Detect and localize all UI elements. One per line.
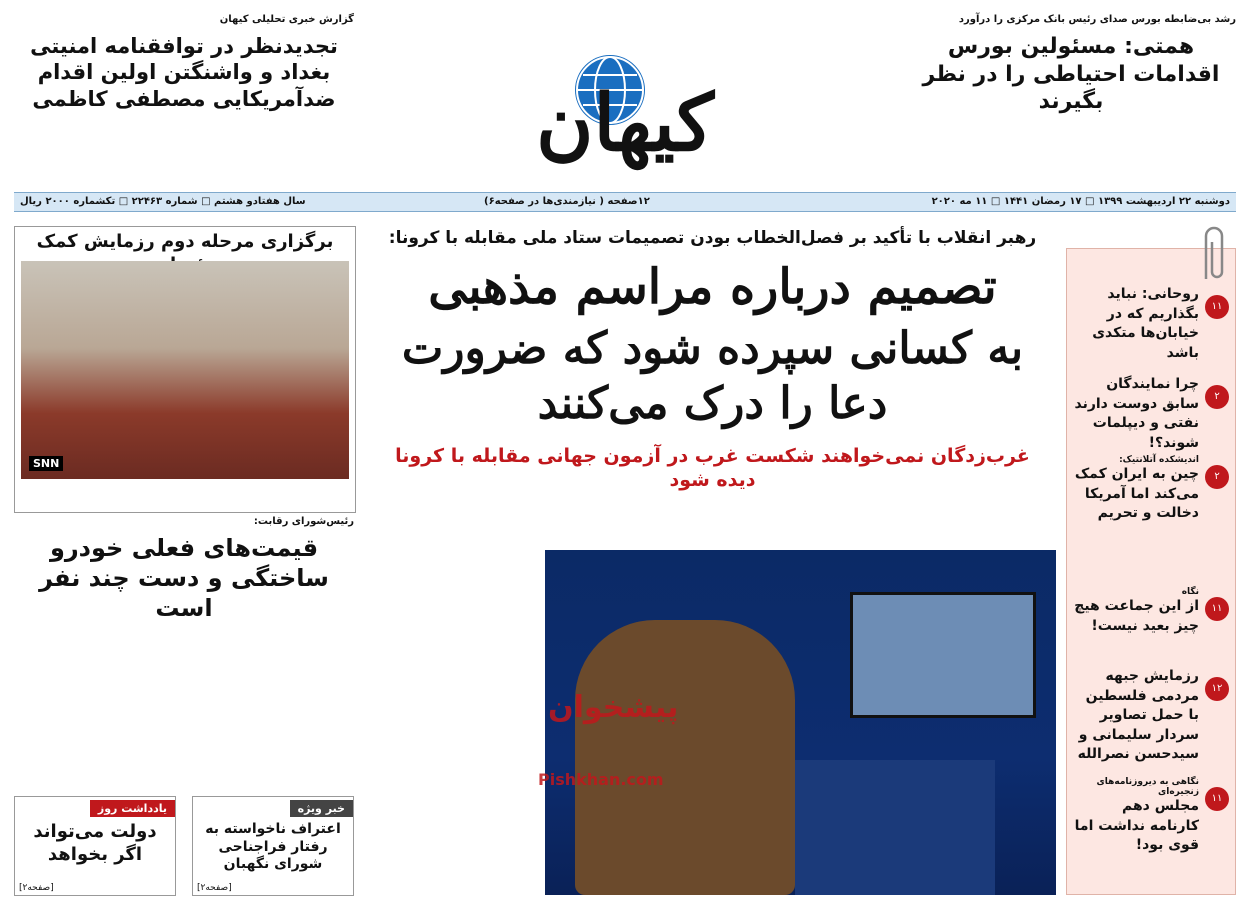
main-subhead: غرب‌زدگان نمی‌خواهند شکست غرب در آزمون جهانی مقابله با کرونا دیده شود bbox=[395, 445, 1030, 491]
sidebar-item-kicker: نگاه bbox=[1181, 587, 1199, 597]
top-left-headline: تجدیدنظر در توافقنامه امنیتی بغداد و واشنگتن اولین اقدام ضدآمریکایی مصطفی کاظمی bbox=[30, 34, 338, 111]
photo-story-image bbox=[21, 261, 349, 479]
main-headline-2: به کسانی سپرده شود که ضرورت دعا را درک می‌کنند bbox=[401, 323, 1024, 430]
watermark-url: Pishkhan.com bbox=[538, 770, 664, 789]
sidebar bbox=[1066, 248, 1236, 895]
bottom-boxes bbox=[14, 796, 354, 896]
sidebar-item[interactable] bbox=[1071, 375, 1231, 451]
bottom-box[interactable] bbox=[14, 796, 176, 896]
sidebar-item-page-number: ۱۱ bbox=[1205, 295, 1229, 319]
desk-image bbox=[795, 760, 995, 895]
sidebar-item-page-number: ۱۱ bbox=[1205, 597, 1229, 621]
sidebar-item-headline: چرا نمایندگان سابق دوست دارند نفتی و دیپلمات شوند؟! bbox=[1074, 376, 1199, 451]
top-left-kicker: گزارش خبری تحلیلی کیهان bbox=[219, 14, 354, 25]
photo-story[interactable] bbox=[14, 226, 356, 513]
bottom-box-tag: خبر ویژه bbox=[290, 800, 353, 817]
sidebar-item[interactable] bbox=[1071, 777, 1231, 887]
bottom-box-page-ref: [صفحه۲] bbox=[197, 883, 232, 893]
photo-credit: SNN bbox=[29, 456, 63, 471]
bottom-box-tag: یادداشت روز bbox=[90, 800, 175, 817]
masthead-title: کیهان bbox=[536, 78, 714, 169]
left-story-kicker: رئیس‌شورای رقابت: bbox=[253, 516, 354, 527]
left-story[interactable] bbox=[14, 514, 354, 623]
top-right-headline: همتی: مسئولین بورس اقدامات احتیاطی را در نظر بگیرند bbox=[922, 34, 1220, 114]
sidebar-item-page-number: ۱۲ bbox=[1205, 677, 1229, 701]
top-left-story[interactable] bbox=[14, 12, 354, 112]
top-right-story[interactable] bbox=[906, 12, 1236, 116]
sidebar-item-headline: چین به ایران کمک می‌کند اما آمریکا دخالت و تحریم bbox=[1074, 466, 1199, 522]
sidebar-item-headline: از این جماعت هیچ چیز بعید نیست! bbox=[1074, 598, 1199, 634]
dateline-bar bbox=[14, 192, 1236, 212]
bottom-box[interactable] bbox=[192, 796, 354, 896]
paperclip-icon bbox=[1200, 224, 1228, 284]
sidebar-item-page-number: ۲ bbox=[1205, 385, 1229, 409]
sidebar-item-kicker: نگاهی به دیروزنامه‌های زنجیره‌ای bbox=[1096, 777, 1199, 797]
page-count: ۱۲صفحه ( نیازمندی‌ها در صفحه۶) bbox=[484, 196, 650, 207]
sidebar-item-headline: رزمایش جبهه مردمی فلسطین با حمل تصاویر سردار سلیمانی و سیدحسن نصرالله bbox=[1077, 668, 1199, 763]
sidebar-item-page-number: ۲ bbox=[1205, 465, 1229, 489]
bottom-box-headline: اعتراف ناخواسته به رفتار فراجناحی شورای نگهبان bbox=[205, 821, 341, 872]
watermark-text: پیشخوان bbox=[548, 690, 679, 725]
left-story-headline-2: ساختگی و دست چند نفر است bbox=[39, 564, 329, 622]
sidebar-item-headline: مجلس دهم کارنامه نداشت اما قوی بود! bbox=[1074, 798, 1199, 854]
issue-number: سال هفتادو هشتم □ شماره ۲۲۴۶۳ □ تکشماره ۲۰۰۰ ریال bbox=[20, 196, 306, 207]
main-kicker: رهبر انقلاب با تأکید بر فصل‌الخطاب بودن تصمیمات ستاد ملی مقابله با کرونا: bbox=[388, 228, 1037, 248]
sidebar-item[interactable] bbox=[1071, 667, 1231, 767]
sidebar-item-page-number: ۱۱ bbox=[1205, 787, 1229, 811]
sidebar-item[interactable] bbox=[1071, 455, 1231, 575]
masthead bbox=[420, 30, 830, 180]
sidebar-item[interactable] bbox=[1071, 587, 1231, 657]
left-story-headline-1: قیمت‌های فعلی خودرو bbox=[49, 534, 319, 562]
sidebar-item-kicker: اندیشکده آتلانتیک: bbox=[1119, 455, 1199, 465]
bottom-box-headline: دولت می‌تواند اگر بخواهد bbox=[33, 821, 157, 865]
person-figure bbox=[575, 620, 795, 895]
bottom-box-page-ref: [صفحه۲] bbox=[19, 883, 54, 893]
sidebar-item[interactable] bbox=[1071, 285, 1231, 365]
screen-image bbox=[850, 592, 1036, 718]
top-right-kicker: رشد بی‌ضابطه بورس صدای رئیس بانک مرکزی را درآورد bbox=[958, 14, 1236, 25]
issue-date: دوشنبه ۲۲ اردیبهشت ۱۳۹۹ □ ۱۷ رمضان ۱۴۴۱ □ ۱۱ مه ۲۰۲۰ bbox=[931, 196, 1230, 207]
sidebar-item-headline: روحانی: نباید بگذاریم که در خیابان‌ها متکدی باشد bbox=[1092, 286, 1199, 361]
main-story[interactable] bbox=[375, 228, 1050, 493]
photo-story-headline: برگزاری مرحله دوم رزمایش کمک bbox=[36, 231, 334, 252]
main-headline-1: تصمیم درباره مراسم مذهبی bbox=[428, 259, 997, 316]
